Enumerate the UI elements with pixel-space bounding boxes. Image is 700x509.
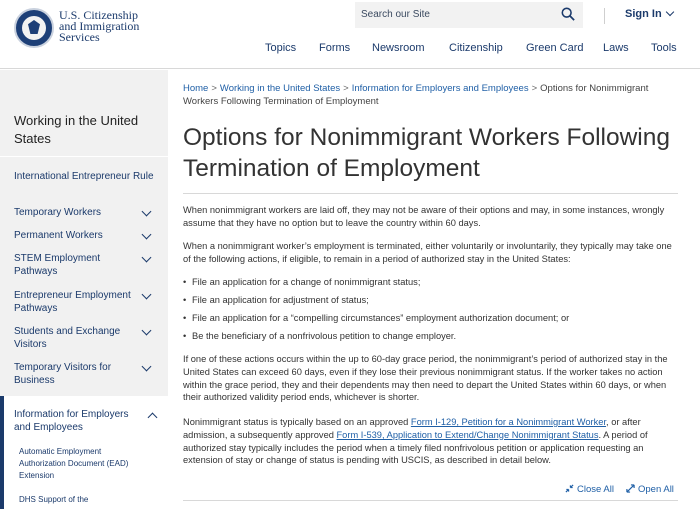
chevron-down-icon[interactable] xyxy=(142,326,152,336)
chevron-down-icon[interactable] xyxy=(142,207,152,217)
search-icon[interactable] xyxy=(561,7,575,21)
list-item: • File an application for adjustment of status; xyxy=(192,294,672,307)
breadcrumb-separator: > xyxy=(531,83,538,94)
breadcrumb-current: Options for Nonimmigrant Workers Following Termination of Employment xyxy=(183,83,649,107)
sidebar-item-label: Temporary Workers xyxy=(14,207,102,218)
nav-tools[interactable]: Tools xyxy=(651,42,677,54)
dhs-seal-logo[interactable] xyxy=(14,8,54,48)
nav-newsroom[interactable]: Newsroom xyxy=(372,42,425,54)
form-i539-link[interactable]: Form I-539, Application to Extend/Change Nonimmigrant Status xyxy=(336,429,599,440)
nav-citizenship[interactable]: Citizenship xyxy=(449,42,503,54)
accordion-divider xyxy=(183,500,678,501)
search-input[interactable] xyxy=(355,2,583,28)
sidebar-item-stem-employment-pathways[interactable] xyxy=(14,252,134,278)
status-text-1: Nonimmigrant status is typically based on an approved xyxy=(183,417,411,427)
breadcrumb-separator: > xyxy=(343,83,349,94)
sidebar-item-entrepreneur-employment-pathways[interactable] xyxy=(14,289,139,315)
agency-line-3: Services xyxy=(59,30,100,44)
form-i129-link[interactable]: Form I-129, Petition for a Nonimmigrant Worker xyxy=(410,417,607,427)
sidebar-item-temporary-workers[interactable] xyxy=(14,206,164,219)
agency-line-1: U.S. Citizenship xyxy=(59,8,139,22)
collapse-icon xyxy=(565,484,574,493)
close-all-button[interactable] xyxy=(565,484,614,495)
breadcrumb-info-employers[interactable]: Information for Employers and Employees xyxy=(351,83,529,94)
header-divider xyxy=(604,8,605,24)
list-item: • File an application for a change of nonimmigrant status; xyxy=(192,276,672,289)
intro-paragraph: When nonimmigrant workers are laid off, they may not be aware of their options and may, in some instances, wrongly assume that they have no option but to leave the country within 60 days. xyxy=(183,205,665,228)
sidebar-title[interactable]: Working in the United States xyxy=(14,113,139,146)
list-item: • File an application for a “compelling circumstances” employment authorization document; or xyxy=(192,312,672,325)
sign-in-label: Sign In xyxy=(625,8,662,20)
page-title: Options for Nonimmigrant Workers Following Termination of Employment xyxy=(183,124,670,182)
sidebar-item-international-entrepreneur-rule[interactable] xyxy=(14,170,164,183)
sidebar-item-label: Information for Employers and Employees xyxy=(14,409,129,433)
list-item: • Be the beneficiary of a nonfrivolous petition to change employer. xyxy=(192,330,672,343)
breadcrumb xyxy=(183,82,678,108)
search-placeholder: Search our Site xyxy=(361,9,430,20)
open-all-label: Open All xyxy=(638,484,674,495)
chevron-down-icon[interactable] xyxy=(142,230,152,240)
nav-forms[interactable]: Forms xyxy=(319,42,351,54)
open-all-button[interactable] xyxy=(626,484,674,495)
nav-green-card[interactable]: Green Card xyxy=(526,42,584,54)
sidebar-item-permanent-workers[interactable] xyxy=(14,229,164,242)
nav-topics[interactable]: Topics xyxy=(265,42,297,54)
sidebar-divider xyxy=(0,156,168,157)
nav-laws[interactable]: Laws xyxy=(603,42,629,54)
sidebar-item-students-and-exchange-visitors[interactable] xyxy=(14,325,134,351)
close-all-label: Close All xyxy=(577,484,614,495)
sidebar-item-temporary-visitors-for-business[interactable] xyxy=(14,361,124,387)
breadcrumb-home[interactable]: Home xyxy=(183,83,209,94)
sidebar-item-label: Permanent Workers xyxy=(14,230,103,241)
status-text-3: . A period of authorized stay typically includes the period when a timely filed nonfrivolous petition or application requesting an extension of stay or change of status is pending with USCIS, as described in detail below. xyxy=(183,429,648,466)
title-divider xyxy=(183,193,678,194)
sidebar-item-information-for-employers-and-employees[interactable] xyxy=(14,408,136,434)
chevron-down-icon xyxy=(665,8,673,16)
breadcrumb-separator: > xyxy=(211,83,217,94)
chevron-down-icon[interactable] xyxy=(142,290,152,300)
sidebar-item-label: Entrepreneur Employment Pathways xyxy=(14,290,131,314)
sidebar-item-label: Temporary Visitors for Business xyxy=(14,362,112,386)
options-paragraph: When a nonimmigrant worker’s employment is terminated, either voluntarily or involuntarily, they typically may take one of the following actions, if eligible, to remain in a period of authorized stay in the United States: xyxy=(183,241,672,264)
sidebar-subitem-automatic-ead-extension[interactable]: Automatic Employment Authorization Document (EAD) Extension xyxy=(19,447,129,480)
status-paragraph xyxy=(183,416,681,467)
sidebar-subitem-dhs-support[interactable]: DHS Support of the xyxy=(19,495,89,504)
expand-icon xyxy=(626,484,635,493)
sidebar-item-label: International Entrepreneur Rule xyxy=(14,171,154,182)
sidebar-item-label: Students and Exchange Visitors xyxy=(14,326,121,350)
sidebar-item-label: STEM Employment Pathways xyxy=(14,253,101,277)
status-text-2: , or after admission, a subsequently approved xyxy=(183,417,641,440)
sign-in-button[interactable] xyxy=(625,8,673,20)
site-header xyxy=(0,0,700,69)
chevron-down-icon[interactable] xyxy=(142,253,152,263)
grace-period-paragraph: If one of these actions occurs within the up to 60-day grace period, the nonimmigrant’s period of authorized stay in the United States can exceed 60 days, even if they lose their previous nonimmigrant status. If the worker takes no action within the grace period, they and their dependents may then need to depart the United States within 60 days, or when their authorized validity period ends, whichever is shorter. xyxy=(183,354,668,403)
sidebar xyxy=(0,70,168,509)
agency-name[interactable] xyxy=(59,10,139,43)
breadcrumb-working-in-us[interactable]: Working in the United States xyxy=(219,83,341,94)
chevron-down-icon[interactable] xyxy=(142,362,152,372)
agency-line-2: and Immigration xyxy=(59,19,140,33)
